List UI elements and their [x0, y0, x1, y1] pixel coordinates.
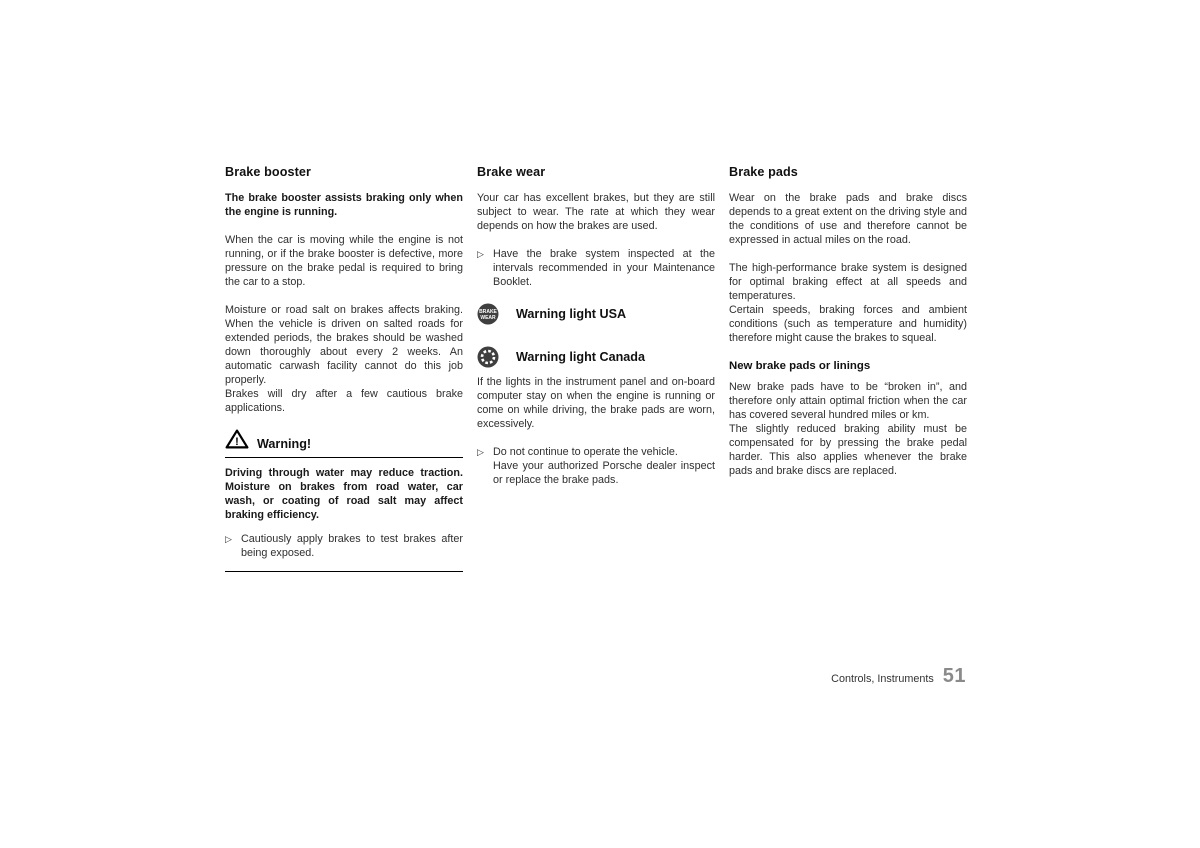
warning-header	[225, 429, 463, 458]
bullet-text: Cautiously apply brakes to test brakes after being exposed.	[241, 533, 463, 559]
bullet-triangle-marker: ▷	[477, 249, 484, 259]
paragraph: Brakes will dry after a few cautious brake applications.	[225, 388, 463, 414]
paragraph: Certain speeds, braking forces and ambient conditions (such as temperature and humidity) therefore might cause the brakes to squeal.	[729, 304, 967, 344]
warning-bottom-rule	[225, 560, 463, 572]
svg-text:BRAKE: BRAKE	[479, 309, 497, 315]
brake-wear-usa-indicator-icon	[477, 303, 499, 325]
paragraph: Wear on the brake pads and brake discs depends to a great extent on the driving style and the conditions of use and therefore cannot be expressed in actual miles on the road.	[729, 192, 967, 246]
subheading-new-brake-pads: New brake pads or linings	[729, 360, 871, 372]
brake-wear-canada-indicator-icon	[477, 346, 499, 368]
paragraph: When the car is moving while the engine is not running, or if the brake booster is defective, more pressure on the brake pedal is required to bring the car to a stop.	[225, 234, 463, 288]
warning-light-canada-row	[477, 346, 715, 368]
paragraph: New brake pads have to be “broken in”, and therefore only attain optimal friction when the car has covered several hundred miles or km.	[729, 381, 967, 421]
warning-box	[225, 429, 463, 572]
section-heading-brake-booster: Brake booster	[225, 165, 311, 179]
warning-title: Warning!	[257, 437, 312, 451]
bullet-triangle-marker: ▷	[477, 447, 484, 457]
section-heading-brake-pads: Brake pads	[729, 165, 798, 179]
bullet-item	[477, 445, 715, 487]
paragraph: The slightly reduced braking ability must be compensated for by pressing the brake pedal harder. This also applies whenever the brake pads and brake discs are replaced.	[729, 423, 967, 477]
column-brake-pads	[729, 165, 967, 492]
bullet-text-line: Do not continue to operate the vehicle.	[493, 446, 678, 458]
svg-text:WEAR: WEAR	[480, 315, 496, 321]
column-brake-wear	[477, 165, 715, 501]
page-number: 51	[942, 665, 966, 687]
warning-light-usa-row	[477, 303, 715, 325]
svg-text:!: !	[235, 436, 239, 448]
warning-body: Driving through water may reduce traction. Moisture on brakes from road water, car wash, or coating of road salt may affect braking efficiency.	[225, 467, 463, 521]
page-footer	[831, 665, 966, 688]
bullet-triangle-marker: ▷	[225, 534, 232, 544]
bullet-text	[493, 445, 715, 487]
bullet-item	[225, 532, 463, 560]
paragraph: If the lights in the instrument panel and on-board computer stay on when the engine is running or come on while driving, the brake pads are worn, excessively.	[477, 376, 715, 430]
bullet-text-line: Have your authorized Porsche dealer inspect or replace the brake pads.	[493, 460, 715, 486]
paragraph: The high-performance brake system is designed for optimal braking effect at all speeds and temperatures.	[729, 262, 967, 302]
bullet-item	[477, 247, 715, 289]
footer-section-label: Controls, Instruments	[831, 673, 934, 685]
warning-light-canada-label: Warning light Canada	[516, 350, 645, 364]
warning-light-usa-label: Warning light USA	[516, 307, 627, 321]
paragraph: Moisture or road salt on brakes affects braking. When the vehicle is driven on salted roads for extended periods, the brakes should be washed down thoroughly about every 2 weeks. An automatic carwash facility cannot do this job properly.	[225, 304, 463, 386]
bullet-text: Have the brake system inspected at the intervals recommended in your Maintenance Booklet.	[493, 248, 715, 288]
warning-triangle-icon	[225, 429, 249, 453]
paragraph: Your car has excellent brakes, but they are still subject to wear. The rate at which they wear depends on how the brakes are used.	[477, 192, 715, 232]
column-brake-booster	[225, 165, 463, 572]
lead-paragraph: The brake booster assists braking only when the engine is running.	[225, 192, 463, 218]
section-heading-brake-wear: Brake wear	[477, 165, 546, 179]
